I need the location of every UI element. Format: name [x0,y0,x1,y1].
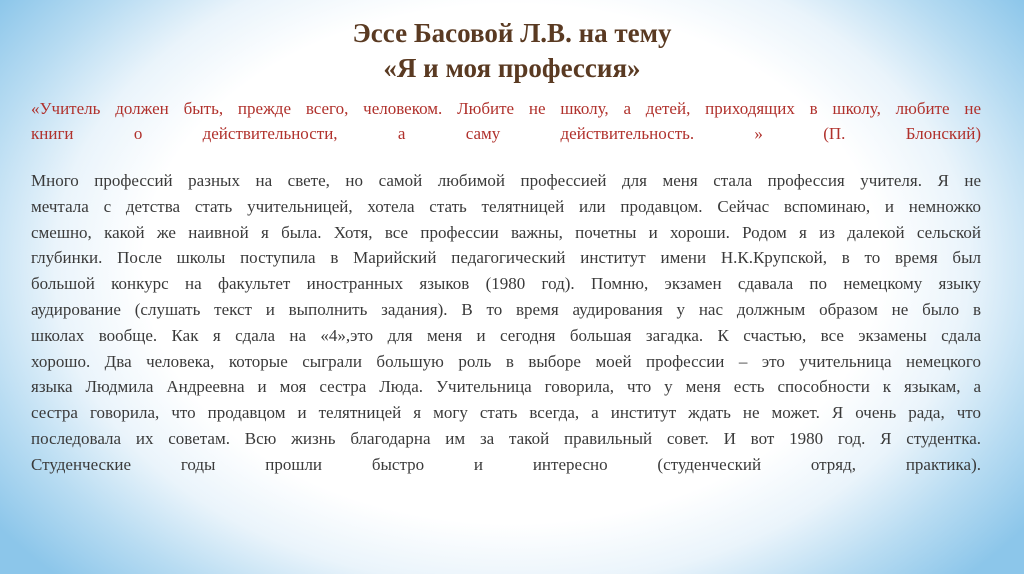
essay-body [31,168,981,478]
quote-line-2: книги о действительности, а саму действительность. » (П. Блонский) [31,124,981,143]
essay-line: последовала их советам. Всю жизнь благодарна им за такой правильный совет. И вот 1980 год. Я студентка. [31,428,981,448]
slide-title-line-2: «Я и моя профессия» [383,53,641,83]
slide-title-line-1: Эссе Басовой Л.В. на тему [352,18,672,48]
essay-line: смешно, какой же наивной я была. Хотя, все профессии важны, почетны и хороши. Родом я из далекой сельской [31,222,981,242]
essay-line: мечтала с детства стать учительницей, хотела стать телятницей или продавцом. Сейчас вспоминаю, и немножко [31,196,981,216]
essay-line: сестра говорила, что продавцом и телятницей я могу стать всегда, а институт ждать не может. Я очень рада, что [31,403,981,423]
essay-line: глубинки. После школы поступила в Марийский педагогический институт имени Н.К.Крупской, в то время был [31,248,981,268]
quote-line-1: «Учитель должен быть, прежде всего, человеком. Любите не школу, а детей, приходящих в школу, любите не [31,99,981,118]
essay-line: школах вообще. Как я сдала на «4»,это для меня и сегодня большая загадка. К счастью, все экзамены сдала [31,325,981,345]
essay-line: языка Людмила Андреевна и моя сестра Люда. Учительница говорила, что у меня есть способности к языкам, а [31,377,981,397]
essay-line: хорошо. Два человека, которые сыграли большую роль в выборе моей профессии – это учительница немецкого [31,351,981,371]
essay-line: Студенческие годы прошли быстро и интересно (студенческий отряд, практика). [31,454,981,474]
epigraph-quote [31,96,981,146]
essay-line: большой конкурс на факультет иностранных языков (1980 год). Помню, экзамен сдавала по немецкому языку [31,274,981,294]
essay-line: Много профессий разных на свете, но самой любимой профессией для меня стала профессия учителя. Я не [31,171,981,190]
essay-line: аудирование (слушать текст и выполнить задания). В то время аудирования у нас должным образом не было в [31,299,981,319]
